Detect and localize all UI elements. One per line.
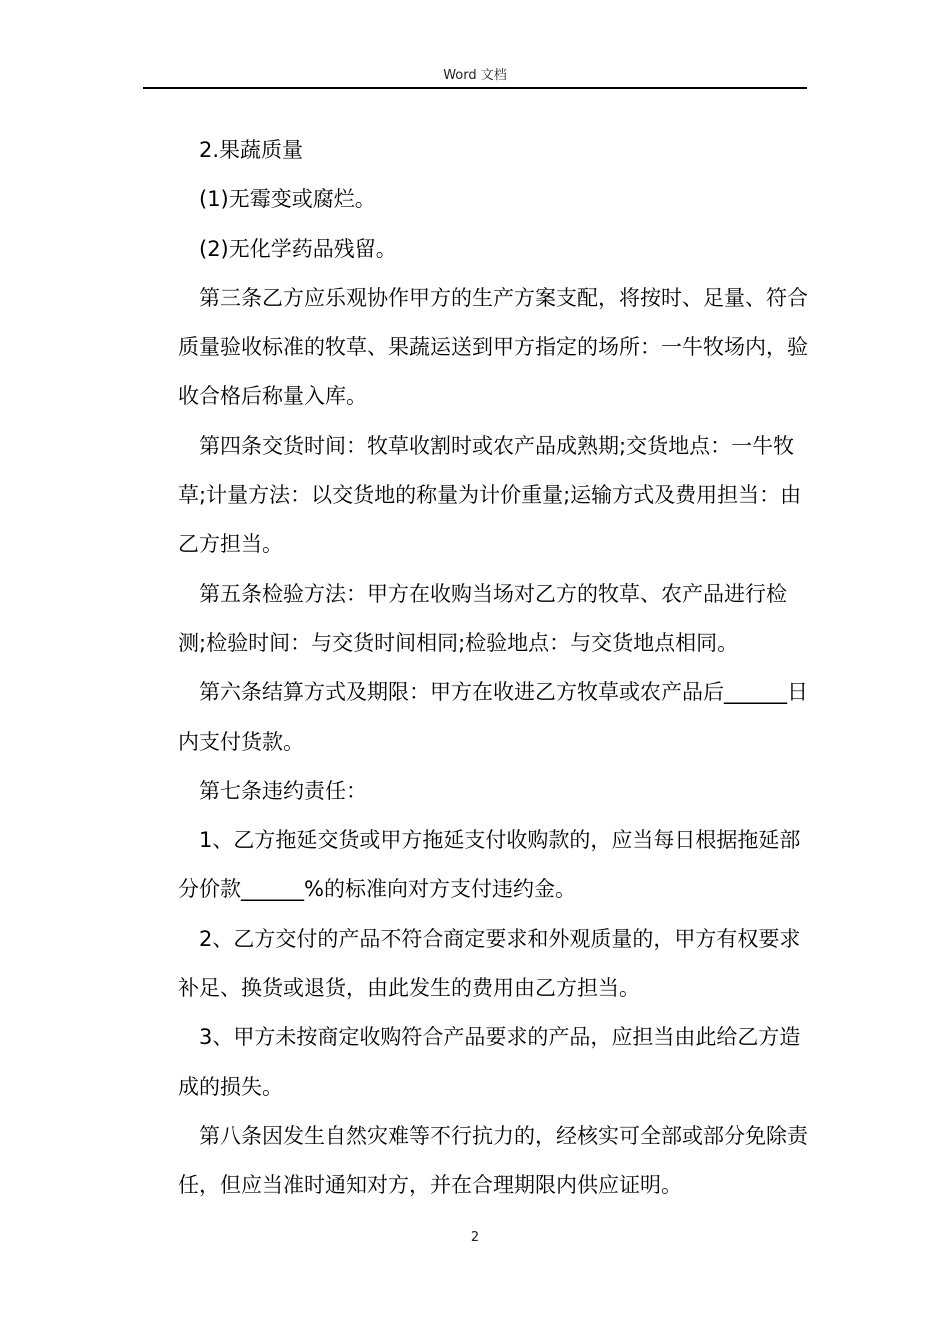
- paragraph-article-6: 第六条结算方式及期限：甲方在收进乙方牧草或农产品后______日内支付货款。: [178, 680, 808, 754]
- paragraph-liability-3: 3、甲方未按商定收购符合产品要求的产品，应担当由此给乙方造成的损失。: [178, 1025, 801, 1099]
- paragraph-article-3: 第三条乙方应乐观协作甲方的生产方案支配，将按时、足量、符合质量验收标准的牧草、果蔬运送到甲方指定的场所：一牛牧场内，验收合格后称量入库。: [178, 285, 808, 409]
- paragraph-item-1: (1)无霉变或腐烂。: [199, 187, 376, 212]
- page-header: Word 文档: [443, 68, 507, 83]
- paragraph-item-2: (2)无化学药品残留。: [199, 236, 397, 261]
- paragraph-liability-1: 1、乙方拖延交货或甲方拖延支付收购款的，应当每日根据拖延部分价款______%的标准向对方支付违约金。: [178, 828, 801, 902]
- document-body: [178, 126, 808, 1211]
- page-number: 2: [470, 1230, 480, 1245]
- paragraph-article-7: 第七条违约责任：: [199, 778, 367, 803]
- paragraph-fruit-quality: 2.果蔬质量: [199, 138, 304, 162]
- paragraph-article-8: 第八条因发生自然灾难等不行抗力的，经核实可全部或部分免除责任，但应当准时通知对方，并在合理期限内供应证明。: [178, 1123, 808, 1198]
- paragraph-article-4: 第四条交货时间：牧草收割时或农产品成熟期;交货地点：一牛牧草;计量方法：以交货地的称量为计价重量;运输方式及费用担当：由乙方担当。: [178, 433, 802, 557]
- paragraph-article-5: 第五条检验方法：甲方在收购当场对乙方的牧草、农产品进行检测;检验时间：与交货时间相同;检验地点：与交货地点相同。: [178, 581, 787, 655]
- header-divider: [143, 87, 807, 89]
- paragraph-liability-2: 2、乙方交付的产品不符合商定要求和外观质量的，甲方有权要求补足、换货或退货，由此发生的费用由乙方担当。: [178, 926, 801, 1001]
